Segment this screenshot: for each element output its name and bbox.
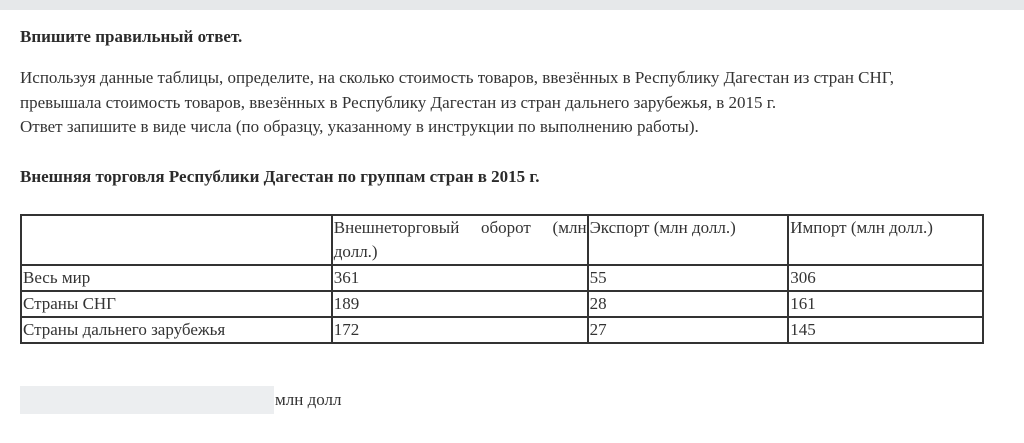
- question-line-1: Используя данные таблицы, определите, на сколько стоимость товаров, ввезённых в Республику Дагестан из стран СНГ,: [20, 68, 894, 87]
- table-row: [21, 265, 983, 291]
- answer-unit: млн долл: [275, 390, 342, 409]
- turnover-value: 189: [332, 291, 588, 317]
- task-instruction: Впишите правильный ответ.: [20, 27, 243, 46]
- table-row: [21, 317, 983, 343]
- question-text: [20, 66, 1000, 140]
- export-value: 28: [588, 291, 789, 317]
- header-cell-export: Экспорт (млн долл.): [588, 215, 789, 265]
- table-header-row: [21, 215, 983, 265]
- header-cell-empty: [21, 215, 332, 265]
- table-caption: Внешняя торговля Республики Дагестан по группам стран в 2015 г.: [20, 167, 540, 186]
- row-label: Весь мир: [21, 265, 332, 291]
- trade-table: [20, 214, 984, 344]
- turnover-value: 172: [332, 317, 588, 343]
- row-label: Страны СНГ: [21, 291, 332, 317]
- export-value: 55: [588, 265, 789, 291]
- answer-row: [20, 386, 341, 414]
- header-cell-turnover: Внешнеторговый оборот (млн долл.): [332, 215, 588, 265]
- question-line-2: превышала стоимость товаров, ввезённых в Республику Дагестан из стран дальнего зарубежья, в 2015 г.: [20, 92, 777, 112]
- import-value: 306: [788, 265, 983, 291]
- turnover-value: 361: [332, 265, 588, 291]
- export-value: 27: [588, 317, 789, 343]
- import-value: 145: [788, 317, 983, 343]
- header-cell-import: Импорт (млн долл.): [788, 215, 983, 265]
- table-row: [21, 291, 983, 317]
- import-value: 161: [788, 291, 983, 317]
- answer-input[interactable]: [20, 386, 274, 414]
- row-label: Страны дальнего зарубежья: [21, 317, 332, 343]
- question-line-3: Ответ запишите в виде числа (по образцу, указанному в инструкции по выполнению работы).: [20, 117, 699, 136]
- top-bar: [0, 0, 1024, 10]
